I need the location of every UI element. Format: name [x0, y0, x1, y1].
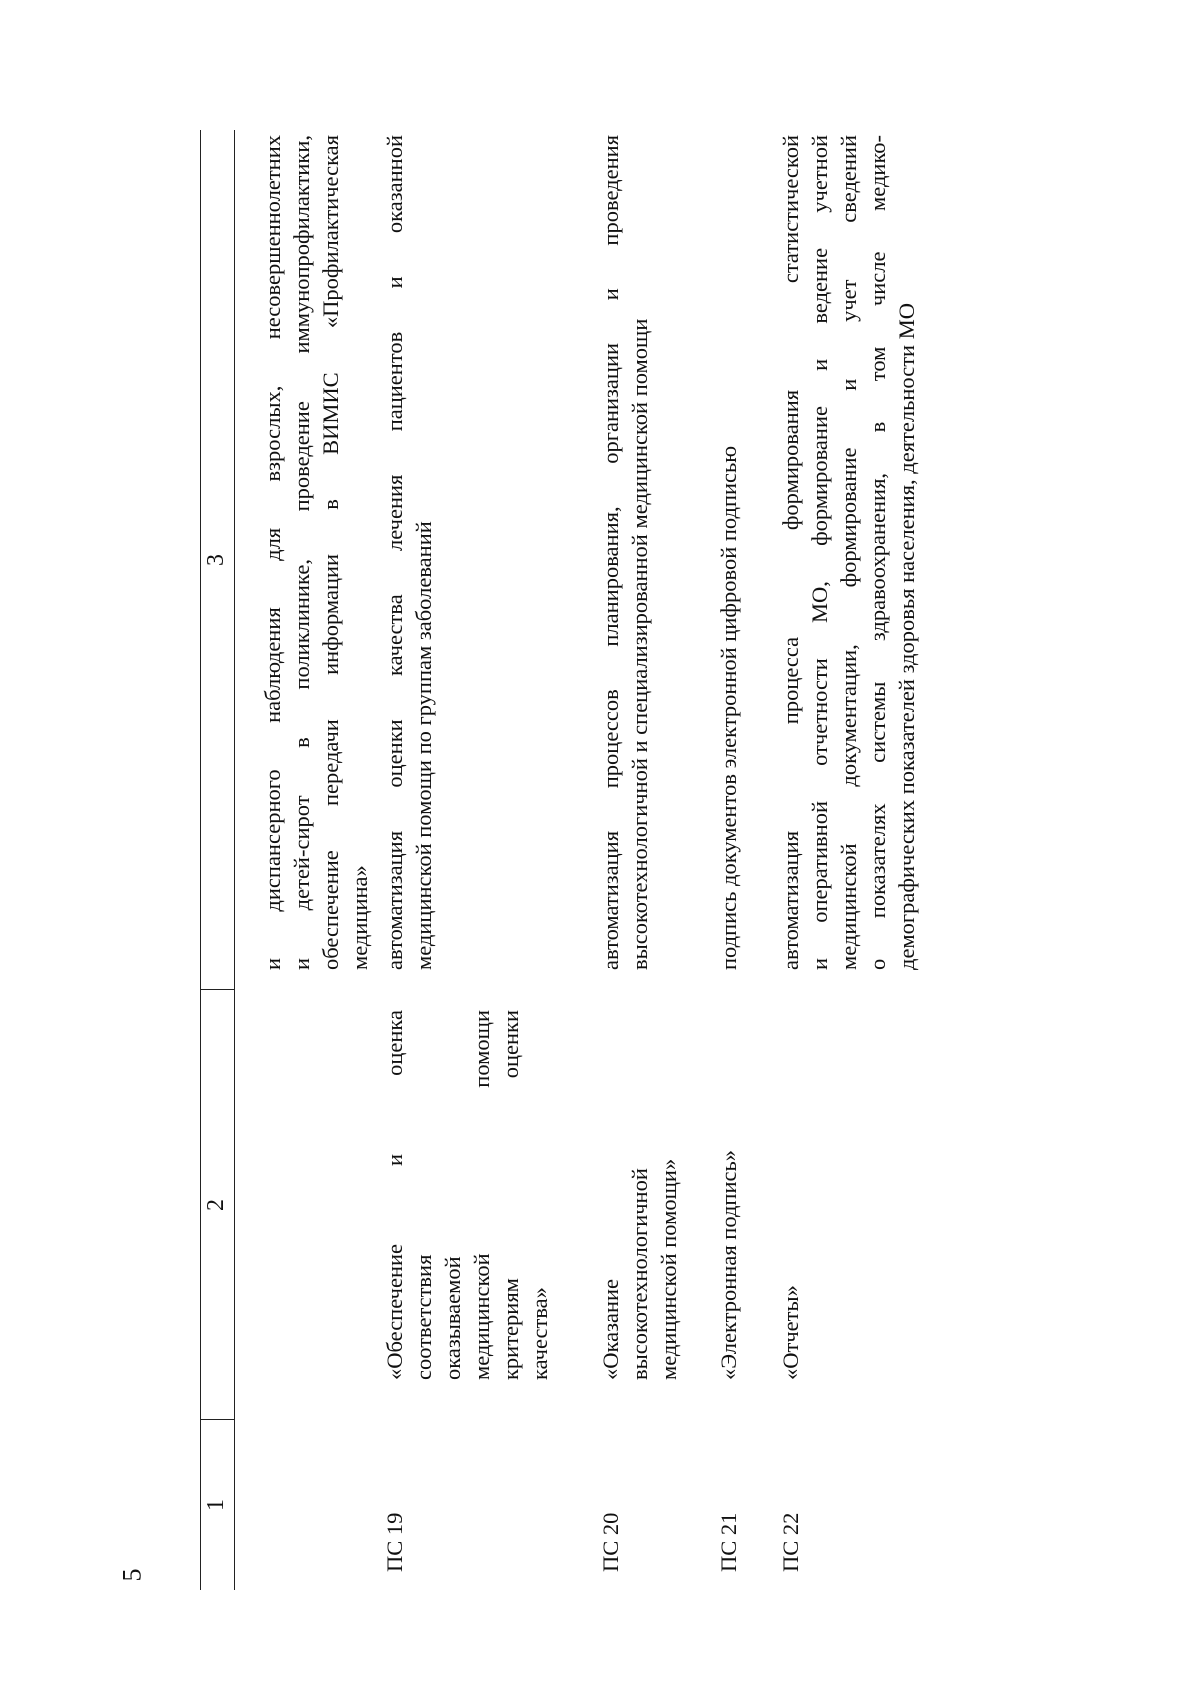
description-line: демографических показателей здоровья населения, деятельности МО [894, 303, 919, 970]
table-header-border [234, 130, 235, 1590]
description-line: медицина» [347, 865, 372, 970]
description-line: автоматизация оценки качества лечения пациентов и оказанной [382, 135, 407, 970]
description-line: высокотехнологичной и специализированной медицинской помощи [627, 318, 652, 970]
name-line: «Оказание [598, 1278, 623, 1380]
row-code: ПС 20 [598, 1512, 623, 1572]
description-line: и оперативной отчетности МО, формирование и ведение учетной [807, 135, 832, 970]
row-description [776, 135, 921, 970]
row-code: ПС 22 [778, 1512, 803, 1572]
row-description [714, 135, 743, 970]
name-line: «Отчеты» [778, 1285, 803, 1380]
row-code: ПС 19 [382, 1512, 407, 1572]
name-line: качества» [527, 1287, 552, 1380]
row-name [714, 1010, 743, 1380]
rotated-table [200, 130, 1100, 1590]
table-top-border [200, 130, 201, 1590]
column-header-1: 1 [203, 1499, 229, 1511]
row-name [380, 1010, 554, 1380]
description-line: обеспечение передачи информации в ВИМИС «Профилактическая [318, 135, 343, 970]
name-line: «Обеспечение и оценка [382, 1010, 407, 1380]
description-line: и диспансерного наблюдения для взрослых, несовершеннолетних [260, 135, 285, 970]
name-line: критериям оценки [498, 1010, 523, 1380]
description-line: подпись документов электронной цифровой подписью [716, 445, 741, 970]
name-line: оказываемой [440, 1256, 465, 1380]
name-line: высокотехнологичной [627, 1168, 652, 1380]
description-line: автоматизация процесса формирования статистической [778, 135, 803, 970]
page-number: 5 [117, 1568, 147, 1582]
row-name [776, 1010, 805, 1380]
name-line: «Электронная подпись» [716, 1150, 741, 1380]
row-description [380, 135, 438, 970]
description-line: медицинской помощи по группам заболеваний [411, 521, 436, 970]
name-line: соответствия [411, 1254, 436, 1380]
row-name [596, 1010, 683, 1380]
column-header-2: 2 [203, 1199, 229, 1211]
row-description [596, 135, 654, 970]
name-line: медицинской помощи [469, 1010, 494, 1380]
row-code: ПС 21 [716, 1512, 741, 1572]
description-line: автоматизация процессов планирования, организации и проведения [598, 135, 623, 970]
description-line: о показателях системы здравоохранения, в том числе медико- [865, 135, 890, 970]
description-line: и детей-сирот в поликлинике, проведение иммунопрофилактики, [289, 135, 314, 970]
column-header-3: 3 [203, 554, 229, 566]
description-line: медицинской документации, формирование и учет сведений [836, 135, 861, 970]
name-line: медицинской помощи» [656, 1158, 681, 1380]
row-description [258, 135, 374, 970]
